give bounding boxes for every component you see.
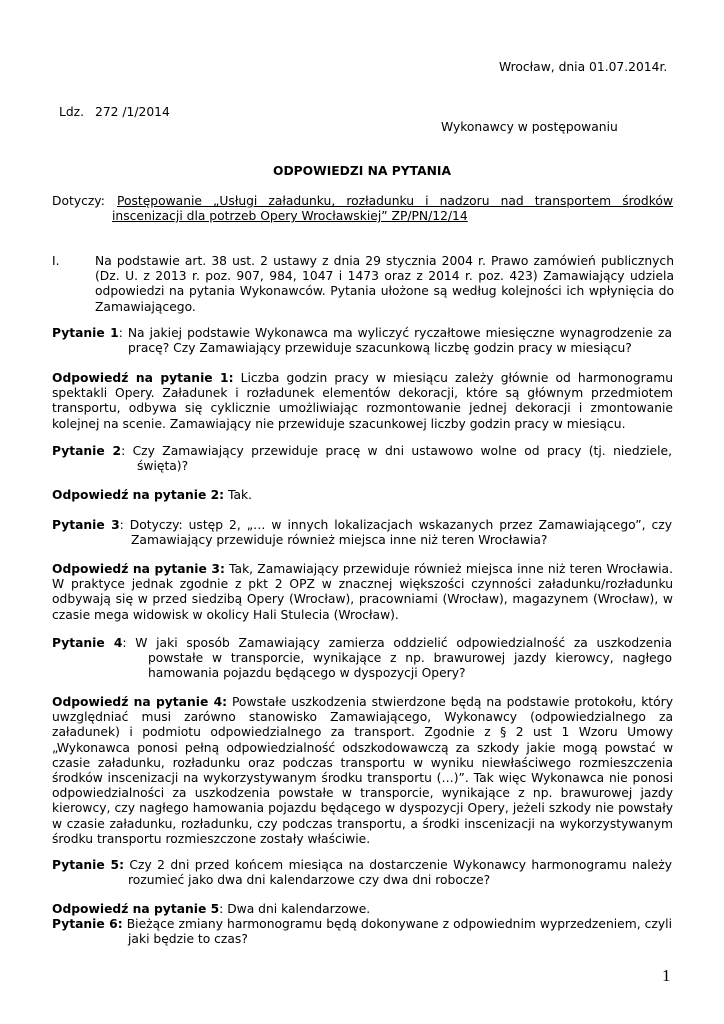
question-2 bbox=[52, 444, 672, 474]
recipient: Wykonawcy w postępowaniu bbox=[441, 120, 618, 134]
subject-line-1-text: Postępowanie „Usługi załadunku, rozładunku i nadzoru nad transportem środków bbox=[117, 194, 673, 208]
answer-1 bbox=[52, 371, 673, 432]
question-5-label: Pytanie 5: bbox=[52, 858, 124, 872]
question-4-label: Pytanie 4 bbox=[52, 636, 123, 650]
question-5 bbox=[52, 858, 672, 888]
answer-1-text: Liczba godzin pracy w miesiącu zależy głównie od harmonogramu spektakli Opery. Załadunek i rozładunek elementów dekoracji, które są głównym przedmiotem transportu, odbywa się cyklicznie umożliwiając rozmontowanie jednej dekoracji i zmontowanie kolejnej na scenie. Zamawiający nie przewiduje szacunkowej liczby godzin pracy w miesiącu. bbox=[52, 371, 674, 431]
answer-3-text: Tak, Zamawiający przewiduje również miejsca inne niż teren Wrocławia. W praktyce jednak zgodnie z pkt 2 OPZ w znacznej większości czynności załadunku/rozładunku odbywają się w przed siedzibą Opery (Wrocław), pracowniami (Wrocław), magazynem (Wrocław), w czasie mega widowisk w okolicy Hali Stulecia (Wrocław). bbox=[52, 562, 673, 622]
answer-5 bbox=[52, 902, 370, 917]
section-numeral: I. bbox=[52, 254, 60, 268]
question-1-text: : Na jakiej podstawie Wykonawca ma wyliczyć ryczałtowe miesięczne wynagrodzenie za pracę? Czy Zamawiający przewiduje szacunkową liczbę godzin pracy w miesiącu? bbox=[118, 326, 672, 356]
answer-4-text: Powstałe uszkodzenia stwierdzone będą na podstawie protokołu, który uwzględniać musi zarówno stanowisko Zamawiającego, Wykonawcy (odpowiedzialnego za załadunek) i podmiotu odpowiedzialnego za transport. Zgodnie z § 2 ust 1 Wzoru Umowy „Wykonawca ponosi pełną odpowiedzialność odszkodowawczą za szkody jakie mogą powstać w czasie załadunku, rozładunku oraz podczas transportu w wyniku niewłaściwego rozmieszczenia środków inscenizacji na wykorzystywanym środku transportu (…)”. Tak więc Wykonawca nie ponosi odpowiedzialności za uszkodzenia powstałe w transporcie, wynikające z np. brawurowej jazdy kierowcy, czy nagłego hamowania pojazdu będącego w dyspozycji Opery, jeżeli szkody nie powstały w czasie załadunku, rozładunku, czy podczas transportu, a środki inscenizacji na wykorzystywanym środku transportu rozmieszczone zostały właściwie. bbox=[52, 695, 673, 846]
subject-line-1 bbox=[117, 194, 673, 209]
answer-3-label: Odpowiedź na pytanie 3: bbox=[52, 562, 225, 576]
subject-line-2-text: inscenizacji dla potrzeb Opery Wrocławskiej” ZP/PN/12/14 bbox=[112, 209, 468, 223]
question-6-label: Pytanie 6: bbox=[52, 917, 123, 931]
section-intro-text: Na podstawie art. 38 ust. 2 ustawy z dnia 29 stycznia 2004 r. Prawo zamówień publicznych (Dz. U. z 2013 r. poz. 907, 984, 1047 i 1473 oraz z 2014 r. poz. 423) Zamawiający udziela odpowiedzi na pytania Wykonawców. Pytania ułożone są według kolejności ich wpłynięcia do Zamawiającego. bbox=[95, 254, 674, 314]
question-4-text: : W jaki sposób Zamawiający zamierza oddzielić odpowiedzialność za uszkodzenia powstałe w transporcie, wynikające z np. brawurowej jazdy kierowcy, nagłego hamowania pojazdu będącego w dyspozycji Opery? bbox=[122, 636, 672, 681]
question-6-text: Bieżące zmiany harmonogramu będą dokonywane z odpowiednim wyprzedzeniem, czyli jaki będzie to czas? bbox=[122, 917, 672, 947]
answer-1-label: Odpowiedź na pytanie 1: bbox=[52, 371, 234, 385]
answer-2-text: Tak. bbox=[224, 488, 253, 502]
subject-line-2 bbox=[112, 209, 468, 224]
question-3-label: Pytanie 3 bbox=[52, 518, 120, 532]
answer-5-text: : Dwa dni kalendarzowe. bbox=[219, 902, 371, 916]
reference-label: Ldz. bbox=[59, 105, 85, 119]
subject-label: Dotyczy: bbox=[52, 194, 105, 208]
page-title: ODPOWIEDZI NA PYTANIA bbox=[273, 164, 451, 178]
question-3 bbox=[52, 518, 672, 548]
answer-2 bbox=[52, 488, 252, 503]
question-3-text: : Dotyczy: ustęp 2, „… w innych lokalizacjach wskazanych przez Zamawiającego”, czy Zamawiający przewiduje również miejsca inne niż teren Wrocławia? bbox=[119, 518, 672, 548]
answer-4 bbox=[52, 695, 673, 847]
question-6 bbox=[52, 917, 672, 947]
question-5-text: Czy 2 dni przed końcem miesiąca na dostarczenie Wykonawcy harmonogramu należy rozumieć jako dwa dni kalendarzowe czy dwa dni robocze? bbox=[124, 858, 673, 888]
answer-2-label: Odpowiedź na pytanie 2: bbox=[52, 488, 225, 502]
answer-4-label: Odpowiedź na pytanie 4: bbox=[52, 695, 228, 709]
question-1-label: Pytanie 1 bbox=[52, 326, 119, 340]
answer-5-label: Odpowiedź na pytanie 5 bbox=[52, 902, 220, 916]
question-1 bbox=[52, 326, 672, 356]
reference-number: 272 /1/2014 bbox=[95, 105, 170, 119]
question-4 bbox=[52, 636, 672, 682]
page-number: 1 bbox=[662, 966, 671, 985]
question-2-text: : Czy Zamawiający przewiduje pracę w dni ustawowo wolne od pracy (tj. niedziele, święta)? bbox=[121, 444, 672, 474]
place-date: Wrocław, dnia 01.07.2014r. bbox=[499, 60, 668, 74]
question-2-label: Pytanie 2 bbox=[52, 444, 122, 458]
answer-3 bbox=[52, 562, 673, 623]
